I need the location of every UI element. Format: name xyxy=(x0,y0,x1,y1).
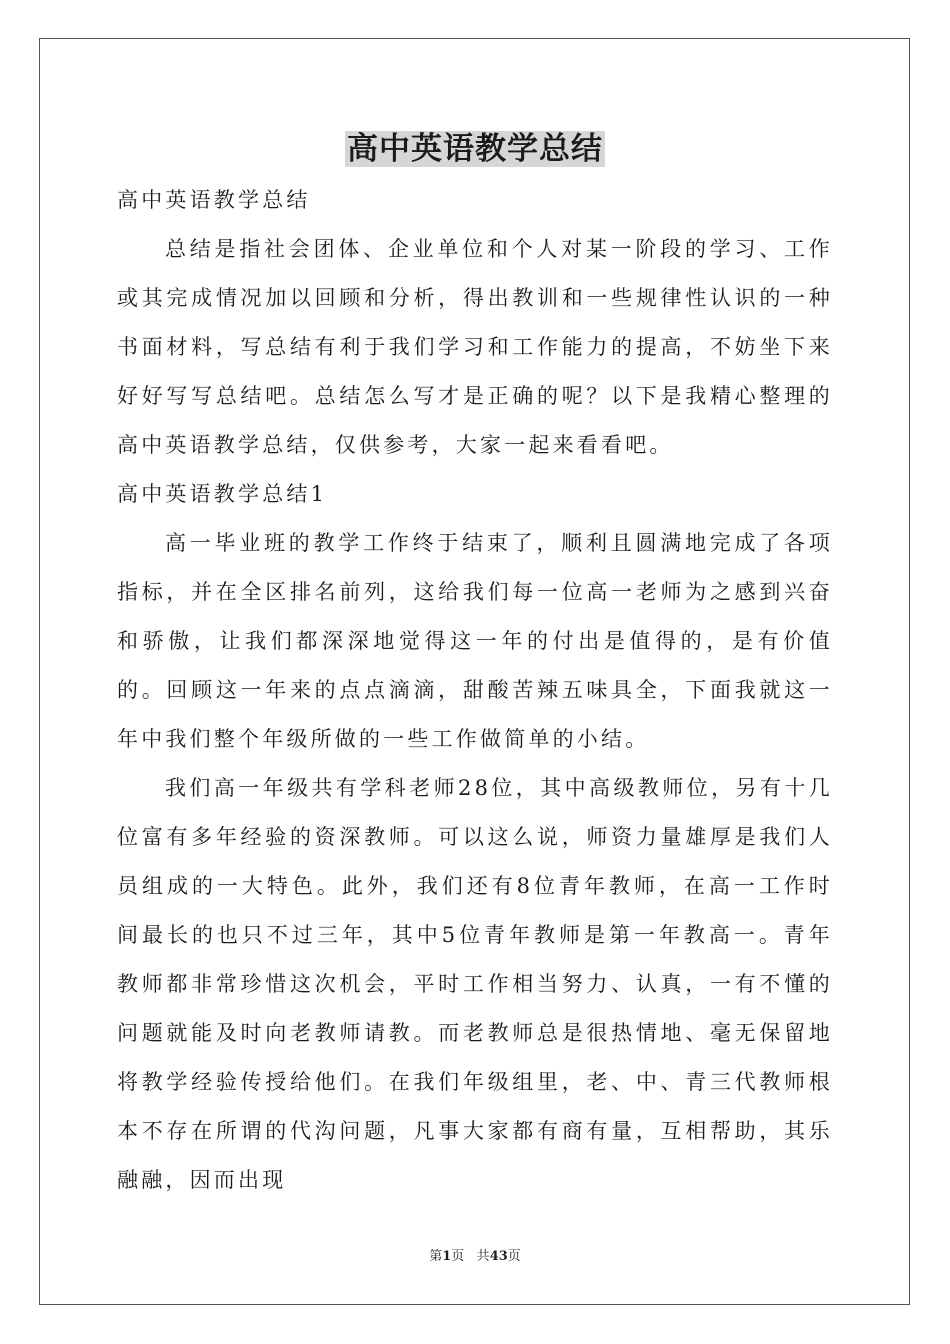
section-heading: 高中英语教学总结1 xyxy=(117,482,328,506)
footer-page-suffix: 页 xyxy=(451,1249,465,1264)
document-title xyxy=(0,128,950,170)
footer-prefix: 第 xyxy=(429,1249,443,1264)
section-heading: 高中英语教学总结 xyxy=(117,188,311,212)
document-title-text: 高中英语教学总结 xyxy=(347,131,603,167)
current-page-number: 1 xyxy=(442,1249,452,1264)
body-paragraph: 总结是指社会团体、企业单位和个人对某一阶段的学习、工作或其完成情况加以回顾和分析，得出教训和一些规律性认识的一种书面材料，写总结有利于我们学习和工作能力的提高，不妨坐下来好好写写总结吧。总结怎么写才是正确的呢？以下是我精心整理的高中英语教学总结，仅供参考，大家一起来看看吧。 xyxy=(117,237,833,457)
body-paragraph: 我们高一年级共有学科老师28位，其中高级教师位，另有十几位富有多年经验的资深教师。可以这么说，师资力量雄厚是我们人员组成的一大特色。此外，我们还有8位青年教师，在高一工作时间最长的也只不过三年，其中5位青年教师是第一年教高一。青年教师都非常珍惜这次机会，平时工作相当努力、认真，一有不懂的问题就能及时向老教师请教。而老教师总是很热情地、毫无保留地将教学经验传授给他们。在我们年级组里，老、中、青三代教师根本不存在所谓的代沟问题，凡事大家都有商有量，互相帮助，其乐融融，因而出现 xyxy=(117,776,833,1192)
body-paragraph: 高一毕业班的教学工作终于结束了，顺利且圆满地完成了各项指标，并在全区排名前列，这给我们每一位高一老师为之感到兴奋和骄傲，让我们都深深地觉得这一年的付出是值得的，是有价值的。回顾这一年来的点点滴滴，甜酸苦辣五味具全，下面我就这一年中我们整个年级所做的一些工作做简单的小结。 xyxy=(117,531,833,751)
page-footer xyxy=(0,1248,950,1266)
footer-total-prefix: 共 xyxy=(476,1249,490,1264)
total-pages-number: 43 xyxy=(489,1249,508,1264)
footer-total-suffix: 页 xyxy=(507,1249,521,1264)
document-body xyxy=(117,176,833,1205)
